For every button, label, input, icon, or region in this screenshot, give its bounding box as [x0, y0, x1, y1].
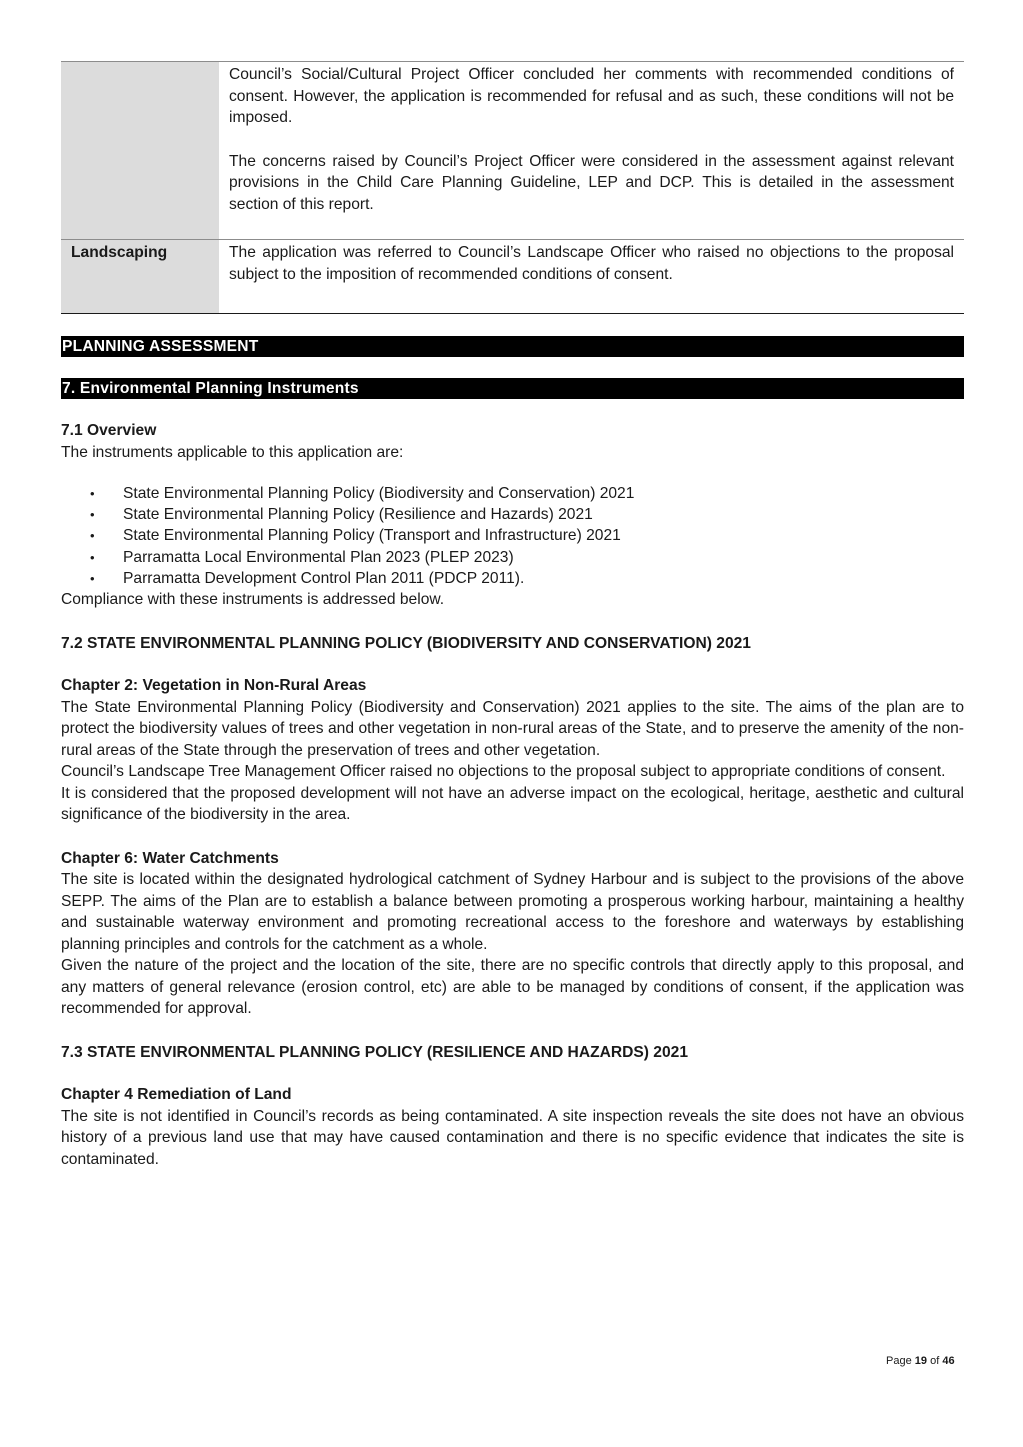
- chapter-6-heading: Chapter 6: Water Catchments: [61, 849, 279, 867]
- table-paragraph: The concerns raised by Council’s Project Officer were considered in the assessment against relevant provisions in the Child Care Planning Guideline, LEP and DCP. This is detailed in the assessment section of this report.: [229, 152, 954, 213]
- table-row: [61, 240, 964, 314]
- bullet-icon: •: [90, 507, 95, 523]
- table-row-label-cell: [61, 240, 219, 314]
- table-paragraph: Council’s Social/Cultural Project Officer concluded her comments with recommended conditions of consent. However, the application is recommended for refusal and as such, these conditions will not be imposed.: [229, 66, 954, 126]
- chapter-2-paragraph: It is considered that the proposed development will not have an adverse impact on the ecological, heritage, aesthetic and cultural significance of the biodiversity in the area.: [61, 784, 964, 824]
- bullet-icon: •: [90, 486, 95, 501]
- page-footer: [886, 1354, 955, 1368]
- table-row: [61, 62, 964, 240]
- table-row-label-landscaping: Landscaping: [71, 244, 168, 261]
- section-7-3-heading: 7.3 STATE ENVIRONMENTAL PLANNING POLICY (RESILIENCE AND HAZARDS) 2021: [61, 1043, 688, 1061]
- total-pages: 46: [942, 1355, 955, 1367]
- list-item-text: State Environmental Planning Policy (Transport and Infrastructure) 2021: [123, 527, 621, 545]
- table-row-label-cell: [61, 62, 219, 240]
- of-word: of: [930, 1355, 940, 1367]
- table-paragraph: The application was referred to Council’s Landscape Officer who raised no objections to the proposal subject to the imposition of recommended conditions of consent.: [229, 244, 954, 283]
- bullet-icon: •: [90, 570, 95, 586]
- bullet-icon: •: [90, 549, 95, 565]
- list-item-text: State Environmental Planning Policy (Biodiversity and Conservation) 2021: [123, 485, 635, 502]
- list-item: [61, 525, 964, 546]
- list-item: [61, 504, 964, 525]
- chapter-6-paragraph: Given the nature of the project and the location of the site, there are no specific controls that directly apply to this proposal, and any matters of general relevance (erosion control, etc) are able to be managed by conditions of consent, if the application was recommended for approval.: [61, 957, 964, 1018]
- bullet-icon: •: [90, 528, 95, 544]
- chapter-2-paragraph: Council’s Landscape Tree Management Officer raised no objections to the proposal subject to appropriate conditions of consent.: [61, 763, 946, 781]
- list-item: [61, 483, 964, 504]
- chapter-6-paragraph: The site is located within the designated hydrological catchment of Sydney Harbour and is subject to the provisions of the above SEPP. The aims of the Plan are to establish a balance between promoting a prosperous working harbour, maintaining a healthy and sustainable waterway environment and promoting recreational access to the foreshore and waterways by establishing planning principles and controls for the catchment as a whole.: [61, 871, 964, 953]
- list-item: [61, 547, 964, 568]
- referral-table: [61, 61, 964, 314]
- table-row-body: [219, 240, 964, 314]
- page-number: 19: [914, 1355, 928, 1367]
- section-7-banner: 7. Environmental Planning Instruments: [61, 378, 964, 399]
- table-row-body: [219, 62, 964, 240]
- section-7-1-closing: Compliance with these instruments is addressed below.: [61, 591, 445, 609]
- section-7-1-intro: The instruments applicable to this application are:: [61, 443, 404, 461]
- instruments-list: [61, 483, 964, 589]
- page-word: Page: [886, 1355, 912, 1367]
- section-7-1-heading: 7.1 Overview: [61, 422, 157, 439]
- chapter-4-paragraph: The site is not identified in Council’s records as being contaminated. A site inspection reveals the site does not have an obvious history of a previous land use that may have caused contamination and there is no specific evidence that indicates the site is contaminated.: [61, 1107, 964, 1168]
- list-item: [61, 568, 964, 589]
- list-item-text: Parramatta Development Control Plan 2011 (PDCP 2011).: [123, 569, 525, 587]
- document-page: [61, 61, 964, 1170]
- chapter-4-heading: Chapter 4 Remediation of Land: [61, 1086, 292, 1104]
- list-item-text: State Environmental Planning Policy (Resilience and Hazards) 2021: [123, 506, 593, 524]
- planning-assessment-banner: PLANNING ASSESSMENT: [61, 336, 964, 357]
- chapter-2-paragraph: The State Environmental Planning Policy (Biodiversity and Conservation) 2021 applies to the site. The aims of the plan are to protect the biodiversity values of trees and other vegetation in non-rural areas of the State, and to preserve the amenity of the non-rural areas of the State through the preservation of trees and other vegetation.: [61, 698, 964, 759]
- chapter-2-heading: Chapter 2: Vegetation in Non-Rural Areas: [61, 677, 367, 695]
- section-7-2-heading: 7.2 STATE ENVIRONMENTAL PLANNING POLICY (BIODIVERSITY AND CONSERVATION) 2021: [61, 634, 751, 652]
- list-item-text: Parramatta Local Environmental Plan 2023 (PLEP 2023): [123, 548, 514, 566]
